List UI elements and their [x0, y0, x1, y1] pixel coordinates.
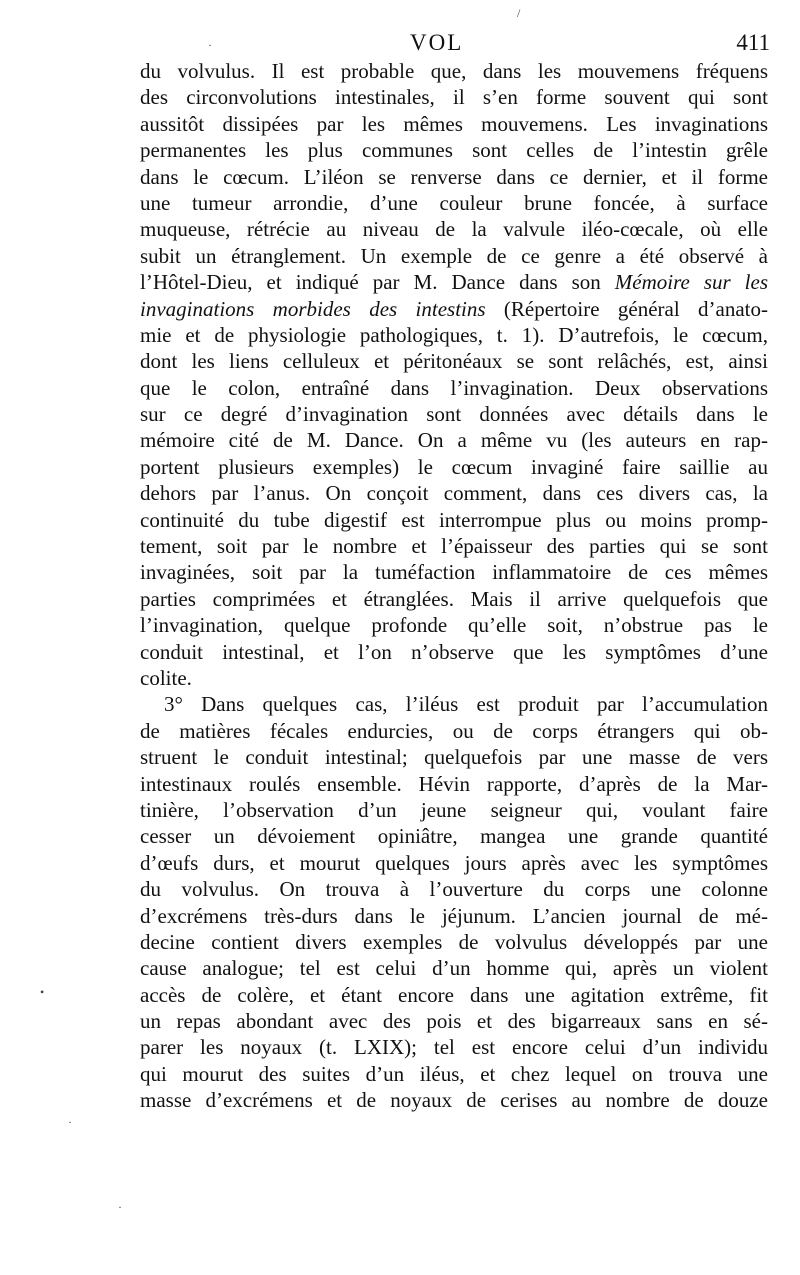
text-line: permanentes les plus communes sont celles de l’intestin grêle [140, 138, 768, 163]
print-speck: / [517, 6, 521, 20]
text-line: de matières fécales endurcies, ou de corps étrangers qui ob- [140, 718, 768, 743]
print-speck: · [68, 1115, 72, 1129]
text-line: portent plusieurs exemples) le cœcum invaginé faire saillie au [140, 454, 768, 479]
text-line: colite. [140, 665, 192, 690]
text-line [140, 296, 768, 322]
text-line: dans le cœcum. L’iléon se renverse dans ce dernier, et il forme [140, 164, 768, 189]
text-line: aussitôt dissipées par les mêmes mouvemens. Les invaginations [140, 111, 768, 136]
text-line: qui mourut des suites d’un iléus, et chez lequel on trouva une [140, 1061, 768, 1086]
text-line: tement, soit par le nombre et l’épaisseur des parties qui se sont [140, 534, 768, 559]
text-line: cesser un dévoiement opiniâtre, mangea une grande quantité [140, 824, 768, 849]
text-line: cause analogue; tel est celui d’un homme qui, après un violent [140, 956, 768, 981]
page-header [140, 30, 770, 60]
text-line: subit un étranglement. Un exemple de ce genre a été observé à [140, 243, 768, 268]
italic-title-run: invaginations morbides des intestins [140, 296, 486, 321]
text-line: un repas abondant avec des pois et des bigarreaux sans en sé- [140, 1009, 768, 1034]
text-run: (Répertoire général d’anato- [485, 296, 768, 321]
text-line: continuité du tube digestif est interrompue plus ou moins promp- [140, 507, 768, 532]
text-line: invaginées, soit par la tuméfaction inflammatoire de ces mêmes [140, 560, 768, 585]
text-line: tinière, l’observation d’un jeune seigneur qui, voulant faire [140, 797, 768, 822]
text-line: dont les liens celluleux et péritonéaux se sont relâchés, est, ainsi [140, 349, 768, 374]
text-line: struent le conduit intestinal; quelquefois par une masse de vers [140, 745, 768, 770]
text-line: decine contient divers exemples de volvulus développés par une [140, 929, 768, 954]
print-speck: · [208, 38, 212, 52]
body-text [140, 58, 768, 1114]
text-line: des circonvolutions intestinales, il s’en forme souvent qui sont [140, 85, 768, 110]
text-line: parties comprimées et étranglées. Mais il arrive quelquefois que [140, 586, 768, 611]
running-head: VOL [410, 30, 464, 55]
text-line: une tumeur arrondie, d’une couleur brune foncée, à surface [140, 190, 768, 215]
text-line: 3° Dans quelques cas, l’iléus est produit par l’accumulation [164, 692, 768, 717]
text-line: muqueuse, rétrécie au niveau de la valvule iléo-cœcale, où elle [140, 217, 768, 242]
text-line: sur ce degré d’invagination sont données avec détails dans le [140, 402, 768, 427]
print-speck: • [40, 985, 45, 999]
text-line: d’œufs durs, et mourut quelques jours après avec les symptômes [140, 850, 768, 875]
text-line: parer les noyaux (t. LXIX); tel est encore celui d’un individu [140, 1035, 768, 1060]
text-line: masse d’excrémens et de noyaux de cerises au nombre de douze [140, 1088, 768, 1113]
text-line: du volvulus. On trouva à l’ouverture du corps une colonne [140, 877, 768, 902]
print-speck: · [118, 1200, 122, 1214]
text-line: l’invagination, quelque profonde qu’elle soit, n’obstrue pas le [140, 613, 768, 638]
text-line: intestinaux roulés ensemble. Hévin rapporte, d’après de la Mar- [140, 771, 768, 796]
text-line: du volvulus. Il est probable que, dans les mouvemens fréquens [140, 59, 768, 83]
text-line: mie et de physiologie pathologiques, t. 1). D’autrefois, le cœcum, [140, 322, 768, 347]
text-line: conduit intestinal, et l’on n’observe que les symptômes d’une [140, 639, 768, 664]
text-line: mémoire cité de M. Dance. On a même vu (les auteurs en rap- [140, 428, 768, 453]
italic-title-run: Mémoire sur les [614, 270, 768, 295]
text-line: dehors par l’anus. On conçoit comment, dans ces divers cas, la [140, 481, 768, 506]
text-line: d’excrémens très-durs dans le jéjunum. L’ancien journal de mé- [140, 903, 768, 928]
text-line: que le colon, entraîné dans l’invagination. Deux observations [140, 375, 768, 400]
text-line [140, 269, 768, 295]
text-run: l’Hôtel-Dieu, et indiqué par M. Dance dans son [140, 270, 615, 295]
page-number: 411 [736, 30, 770, 55]
text-line: accès de colère, et étant encore dans une agitation extrême, fit [140, 982, 768, 1007]
